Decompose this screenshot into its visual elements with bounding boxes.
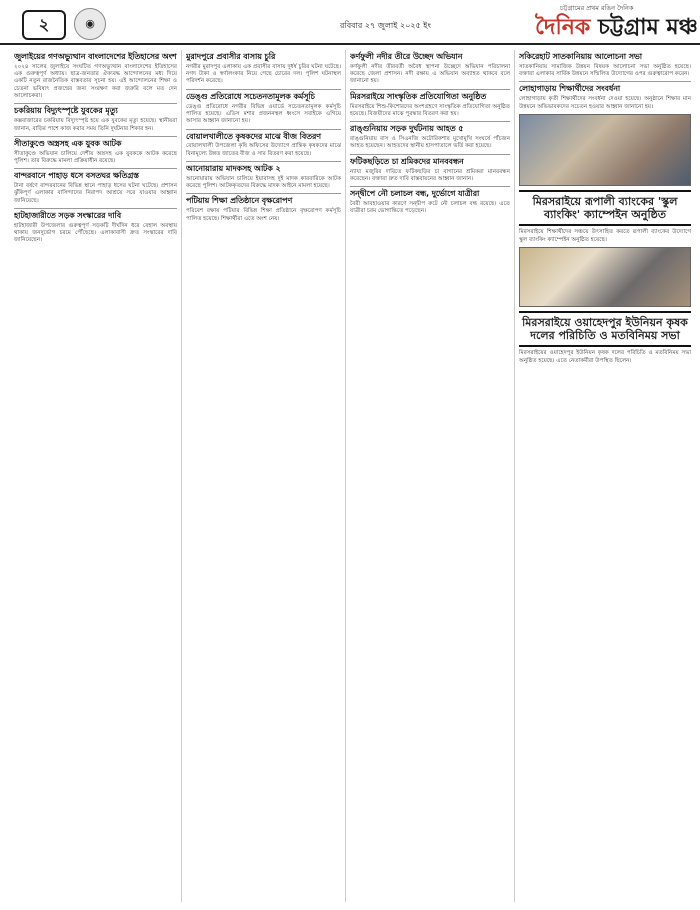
divider — [14, 208, 177, 209]
article-body: সীতাকুণ্ডে অভিযান চালিয়ে দেশীয় অস্ত্রসহ এক যুবককে আটক করেছে পুলিশ। তার বিরুদ্ধে মামলা প্রক্রিয়াধীন রয়েছে। — [14, 150, 177, 164]
divider — [350, 186, 510, 187]
news-photo — [519, 114, 691, 186]
masthead-rule — [0, 43, 700, 45]
article-body: মিরসরাইয়ে শিক্ষার্থীদের সঞ্চয়ে উৎসাহিত করতে রূপালী ব্যাংকের উদ্যোগে স্কুল ব্যাংকিং ক্যাম্পেইন অনুষ্ঠিত হয়েছে। — [519, 229, 691, 243]
column-1 — [14, 50, 177, 902]
brand-logo — [535, 10, 698, 47]
column-divider — [514, 50, 515, 902]
article-body: বৈরী আবহাওয়ার কারণে সন্দ্বীপ রুটে নৌ চলাচল বন্ধ রয়েছে। এতে যাত্রীরা চরম ভোগান্তিতে পড়েছেন। — [350, 201, 510, 215]
divider — [350, 89, 510, 90]
divider — [350, 121, 510, 122]
article-body: নগরীর মুরাদপুর এলাকায় এক প্রবাসীর বাসায় দুর্ধর্ষ চুরির ঘটনা ঘটেছে। নগদ টাকা ও স্বর্ণালংকার নিয়ে গেছে চোরের দল। পুলিশ ঘটনাস্থল পরিদর্শন করেছে। — [186, 63, 341, 85]
article-body: কর্ণফুলী নদীর তীরবর্তী অবৈধ স্থাপনা উচ্ছেদে অভিযান পরিচালনা করেছে জেলা প্রশাসন। নদী রক্ষায় এ অভিযান অব্যাহত থাকবে বলে জানানো হয়। — [350, 63, 510, 85]
dateline: রবিবার ২৭ জুলাই ২০২৫ ইং — [340, 21, 431, 30]
column-2 — [186, 50, 341, 902]
headline: মিরসরাইয়ে সাংস্কৃতিক প্রতিযোগিতা অনুষ্ঠিত — [350, 91, 487, 101]
page-number: ২ — [22, 10, 66, 40]
headline: চকরিয়ায় বিদ্যুৎস্পৃষ্টে যুবকের মৃত্যু — [14, 106, 118, 116]
divider — [186, 161, 341, 162]
headline: সীতাকুণ্ডে অস্ত্রসহ এক যুবক আটক — [14, 138, 122, 148]
headline: আনোয়ারায় মাদকসহ আটক ২ — [186, 163, 281, 173]
emblem-icon: ◉ — [74, 8, 106, 40]
headline: বান্দরবানে পাহাড় ধসে বসতঘর ক্ষতিগ্রস্ত — [14, 171, 139, 181]
headline: বোয়ালখালীতে কৃষকদের মাঝে বীজ বিতরণ — [186, 131, 322, 141]
column-4 — [519, 50, 691, 902]
headline: ফটিকছড়িতে চা শ্রমিকদের মানববন্ধন — [350, 156, 464, 166]
divider — [186, 89, 341, 90]
headline: সন্দ্বীপে নৌ চলাচল বন্ধ, দুর্ভোগে যাত্রীরা — [350, 189, 480, 199]
article-body: ডেঙ্গু প্রতিরোধে নগরীর বিভিন্ন ওয়ার্ডে সচেতনতামূলক কর্মসূচি পালিত হয়েছে। এডিস মশার প্রজননস্থল ধ্বংসে সবাইকে এগিয়ে আসার আহ্বান জানানো হয়। — [186, 103, 341, 125]
article-body: হাটহাজারী উপজেলার গুরুত্বপূর্ণ সড়কটি দীর্ঘদিন ধরে বেহাল অবস্থায় থাকায় জনদুর্ভোগ চরমে পৌঁছেছে। এলাকাবাসী দ্রুত সংস্কারের দাবি জানিয়েছেন। — [14, 222, 177, 244]
divider — [186, 193, 341, 194]
article-body: মিরসরাইয়ে শিশু-কিশোরদের অংশগ্রহণে সাংস্কৃতিক প্রতিযোগিতা অনুষ্ঠিত হয়েছে। বিজয়ীদের মাঝে পুরস্কার বিতরণ করা হয়। — [350, 103, 510, 117]
article-body: টানা বর্ষণে বান্দরবানের বিভিন্ন স্থানে পাহাড় ধসের ঘটনা ঘটেছে। প্রশাসন ঝুঁকিপূর্ণ এলাকার বাসিন্দাদের নিরাপদ আশ্রয়ে সরে যাওয়ার আহ্বান জানিয়েছে। — [14, 183, 177, 204]
column-divider — [345, 50, 346, 902]
boxed-headline: মিরসরাইয়ে ওয়াহেদপুর ইউনিয়ন কৃষক দলের পরিচিতি ও মতবিনিময় সভা — [519, 311, 691, 347]
brand-name: চট্টগ্রাম মঞ্চ — [597, 14, 698, 40]
headline: ডেঙ্গু প্রতিরোধে সচেতনতামূলক কর্মসূচি — [186, 91, 315, 101]
article-body: পরিবেশ রক্ষায় পটিয়ার বিভিন্ন শিক্ষা প্রতিষ্ঠানে বৃক্ষরোপণ কর্মসূচি পালিত হয়েছে। শিক্ষার্থীরা এতে অংশ নেয়। — [186, 208, 341, 222]
column-divider — [181, 50, 182, 902]
article-body: লোহাগাড়ায় কৃতী শিক্ষার্থীদের সংবর্ধনা দেওয়া হয়েছে। অনুষ্ঠানে শিক্ষার মান উন্নয়নে অভিভাবকদের সচেতন হওয়ার আহ্বান জানানো হয়। — [519, 96, 691, 110]
divider — [14, 103, 177, 104]
boxed-headline: মিরসরাইয়ে রূপালী ব্যাংকের 'স্কুল ব্যাংকিং' ক্যাম্পেইন অনুষ্ঠিত — [519, 190, 691, 226]
headline: পটিয়ায় শিক্ষা প্রতিষ্ঠানে বৃক্ষরোপণ — [186, 196, 293, 206]
masthead — [0, 0, 700, 44]
article-body: ২০২৪ সালের জুলাইয়ে সংঘটিত গণঅভ্যুত্থান বাংলাদেশের ইতিহাসের এক গুরুত্বপূর্ণ অধ্যায়। ছাত্র-জনতার ঐক্যবদ্ধ আন্দোলনের মধ্য দিয়ে একটি নতুন রাজনৈতিক বাস্তবতার সূচনা হয়। এই আন্দোলনের শিক্ষা ও চেতনা ভবিষ্যৎ প্রজন্মের জন্য সংরক্ষণ করা জরুরি বলে মত দেন আলোচকরা। — [14, 63, 177, 100]
divider — [350, 154, 510, 155]
tagline: চট্টগ্রামের প্রথম রঙিন দৈনিক — [560, 4, 634, 12]
headline: সকিরেহাট সাতকানিয়ায় আলোচনা সভা — [519, 52, 642, 61]
article-body: আনোয়ারায় অভিযান চালিয়ে ইয়াবাসহ দুই মাদক কারবারিকে আটক করেছে পুলিশ। আটককৃতদের বিরুদ্ধে মাদক আইনে মামলা হয়েছে। — [186, 175, 341, 190]
headline: হাটহাজারীতে সড়ক সংস্কারের দাবি — [14, 211, 122, 220]
divider — [519, 81, 691, 82]
headline: কর্ণফুলী নদীর তীরে উচ্ছেদ অভিযান — [350, 52, 463, 61]
article-body: রাঙ্গুনিয়ায় বাস ও সিএনজি অটোরিকশার মুখোমুখি সংঘর্ষে পাঁচজন আহত হয়েছেন। আহতদের স্থানীয় হাসপাতালে ভর্তি করা হয়েছে। — [350, 136, 510, 150]
headline: রাঙ্গুনিয়ায় সড়ক দুর্ঘটনায় আহত ৫ — [350, 124, 464, 134]
divider — [186, 129, 341, 130]
column-3 — [350, 50, 510, 902]
news-photo — [519, 247, 691, 307]
divider — [14, 136, 177, 137]
headline: মুরাদপুরে প্রবাসীর বাসায় চুরি — [186, 52, 276, 61]
article-body: বোয়ালখালী উপজেলা কৃষি অফিসের উদ্যোগে প্রান্তিক কৃষকদের মাঝে বিনামূল্যে উন্নত জাতের বীজ ও সার বিতরণ করা হয়েছে। — [186, 143, 341, 157]
article-body: মিরসরাইয়ের ওয়াহেদপুর ইউনিয়ন কৃষক দলের পরিচিতি ও মতবিনিময় সভা অনুষ্ঠিত হয়েছে। এতে নেতাকর্মীরা উপস্থিত ছিলেন। — [519, 350, 691, 364]
divider — [14, 168, 177, 169]
brand-prefix: দৈনিক — [535, 14, 591, 40]
article-body: কক্সবাজারের চকরিয়ায় বিদ্যুৎস্পৃষ্ট হয়ে এক যুবকের মৃত্যু হয়েছে। স্থানীয়রা জানান, বাড়ির পাশে কাজ করার সময় তিনি দুর্ঘটনার শিকার হন। — [14, 118, 177, 132]
article-body: সাতকানিয়ায় সামাজিক উন্নয়ন বিষয়ক আলোচনা সভা অনুষ্ঠিত হয়েছে। বক্তারা এলাকার সার্বিক উন্নয়নে সম্মিলিত উদ্যোগের ওপর গুরুত্বারোপ করেন। — [519, 63, 691, 78]
article-body: ন্যায্য মজুরির দাবিতে ফটিকছড়ির চা বাগানের শ্রমিকরা মানববন্ধন করেছেন। বক্তারা দ্রুত দাবি বাস্তবায়নের আহ্বান জানান। — [350, 168, 510, 182]
headline: জুলাইয়ের গণঅভ্যুত্থান বাংলাদেশের ইতিহাসের অংশ — [14, 52, 177, 61]
headline: লোহাগাড়ায় শিক্ষার্থীদের সংবর্ধনা — [519, 84, 621, 94]
